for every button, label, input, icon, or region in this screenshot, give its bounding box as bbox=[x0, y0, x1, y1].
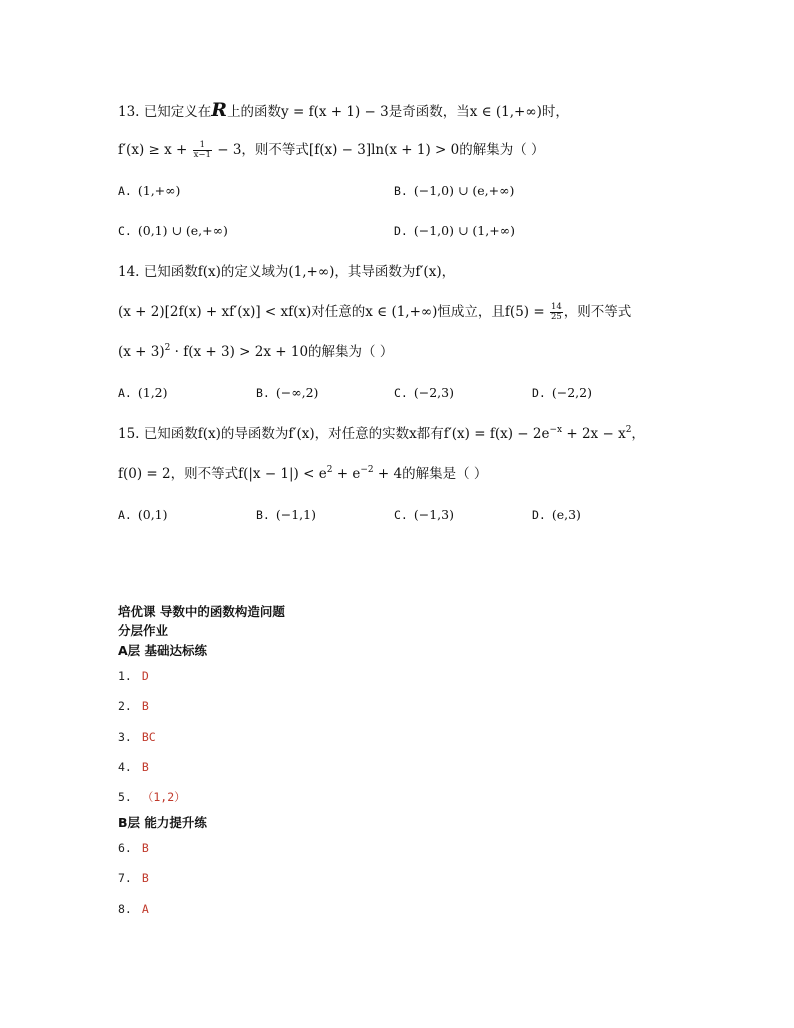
answer-number: 4. bbox=[118, 760, 132, 774]
answer-value: B bbox=[141, 760, 149, 774]
answers-title: 培优课 导数中的函数构造问题 bbox=[118, 604, 285, 619]
option-text: (1,+∞) bbox=[137, 183, 181, 198]
q14-option-a bbox=[118, 384, 168, 402]
answer-number: 2. bbox=[118, 699, 132, 713]
answer-number: 3. bbox=[118, 730, 132, 744]
option-letter: D. bbox=[394, 224, 408, 238]
option-letter: A. bbox=[118, 184, 132, 198]
q14-frac-num: 14 bbox=[550, 302, 562, 312]
answer-number: 6. bbox=[118, 841, 132, 855]
q15-exponent-4: −2 bbox=[360, 465, 374, 475]
q13-frac-num: 1 bbox=[193, 141, 212, 151]
section-b-heading: B层 能力提升练 bbox=[118, 815, 207, 830]
option-text: (e,3) bbox=[551, 507, 581, 522]
option-letter: B. bbox=[256, 386, 270, 400]
q15-line2-mid: + e bbox=[332, 466, 361, 482]
answer-item bbox=[118, 668, 149, 684]
q13-line2-post: − 3，则不等式[f(x) − 3]ln(x + 1) > 0的解集为（ ） bbox=[212, 142, 545, 158]
answer-item bbox=[118, 870, 149, 886]
q13-line2-pre: f′(x) ≥ x + bbox=[118, 142, 192, 158]
q13-option-d bbox=[394, 222, 515, 240]
option-letter: B. bbox=[394, 184, 408, 198]
answer-item bbox=[118, 698, 149, 714]
q13-stem-line2 bbox=[118, 140, 545, 160]
option-letter: D. bbox=[532, 386, 546, 400]
q14-option-b bbox=[256, 384, 318, 402]
q15-line1-mid: + 2x − x bbox=[562, 426, 626, 442]
option-text: (−1,0) ∪ (1,+∞) bbox=[413, 223, 515, 238]
option-letter: D. bbox=[532, 508, 546, 522]
answer-number: 8. bbox=[118, 902, 132, 916]
answer-number: 5. bbox=[118, 790, 132, 804]
q14-frac-den: 25 bbox=[550, 312, 562, 322]
q14-option-d bbox=[532, 384, 592, 402]
q15-exponent-2: 2 bbox=[625, 425, 632, 435]
q15-option-b bbox=[256, 506, 316, 524]
option-text: (−2,2) bbox=[551, 385, 592, 400]
q15-line1-pre: 15. 已知函数f(x)的导函数为f′(x)，对任意的实数x都有f′(x) = f(x) − 2e bbox=[118, 426, 550, 442]
q13-line1-pre: 13. 已知定义在 bbox=[118, 104, 212, 120]
answer-value: （1,2） bbox=[141, 790, 186, 804]
answer-item bbox=[118, 840, 149, 856]
q13-option-a bbox=[118, 182, 180, 200]
option-letter: C. bbox=[394, 508, 408, 522]
q13-real-set-symbol: R bbox=[211, 99, 228, 121]
q15-option-a bbox=[118, 506, 168, 524]
q15-stem-line2 bbox=[118, 464, 487, 484]
option-text: (0,1) ∪ (e,+∞) bbox=[137, 223, 228, 238]
answer-value: A bbox=[141, 902, 149, 916]
q14-line2-pre: (x + 2)[2f(x) + xf′(x)] < xf(x)对任意的x ∈ (1,+∞)恒成立，且f(5) = bbox=[118, 304, 549, 320]
q14-line3-exponent: 2 bbox=[164, 343, 171, 353]
q13-option-b bbox=[394, 182, 514, 200]
q15-option-c bbox=[394, 506, 454, 524]
option-letter: A. bbox=[118, 386, 132, 400]
q14-line3-post: · f(x + 3) > 2x + 10的解集为（ ） bbox=[170, 344, 394, 360]
q14-stem-line2 bbox=[118, 302, 631, 322]
q15-line2-pre: f(0) = 2，则不等式f(|x − 1|) < e bbox=[118, 466, 327, 482]
q13-frac-den: x−1 bbox=[193, 150, 211, 160]
answer-value: B bbox=[141, 871, 149, 885]
option-letter: A. bbox=[118, 508, 132, 522]
answer-number: 1. bbox=[118, 669, 132, 683]
q14-stem-line1: 14. 已知函数f(x)的定义域为(1,+∞)，其导函数为f′(x)， bbox=[118, 264, 456, 280]
q15-exponent-1: −x bbox=[549, 425, 563, 435]
q14-option-c bbox=[394, 384, 454, 402]
section-a-heading: A层 基础达标练 bbox=[118, 643, 208, 658]
answer-value: BC bbox=[141, 730, 156, 744]
q15-stem-line1 bbox=[118, 424, 645, 444]
answer-value: B bbox=[141, 699, 149, 713]
answer-item bbox=[118, 759, 149, 775]
option-letter: B. bbox=[256, 508, 270, 522]
answer-value: D bbox=[141, 669, 149, 683]
q14-line2-post: ，则不等式 bbox=[563, 304, 632, 320]
q13-line1-post: 上的函数y = f(x + 1) − 3是奇函数，当x ∈ (1,+∞)时， bbox=[227, 104, 569, 120]
q15-option-d bbox=[532, 506, 581, 524]
answers-subtitle: 分层作业 bbox=[118, 623, 169, 638]
answer-number: 7. bbox=[118, 871, 132, 885]
option-text: (0,1) bbox=[137, 507, 168, 522]
option-letter: C. bbox=[118, 224, 132, 238]
q13-stem-line1 bbox=[118, 100, 569, 122]
answer-item bbox=[118, 901, 149, 917]
option-text: (1,2) bbox=[137, 385, 168, 400]
option-letter: C. bbox=[394, 386, 408, 400]
q15-line1-post: ， bbox=[631, 426, 645, 442]
q13-option-c bbox=[118, 222, 228, 240]
option-text: (−1,0) ∪ (e,+∞) bbox=[413, 183, 515, 198]
option-text: (−∞,2) bbox=[275, 385, 319, 400]
q15-exponent-3: 2 bbox=[326, 465, 333, 475]
q13-fraction bbox=[193, 141, 212, 160]
answer-item bbox=[118, 729, 156, 745]
option-text: (−2,3) bbox=[413, 385, 454, 400]
q14-line3-pre: (x + 3) bbox=[118, 344, 165, 360]
q14-stem-line3 bbox=[118, 342, 393, 362]
q15-line2-post: + 4的解集是（ ） bbox=[373, 466, 488, 482]
q14-fraction bbox=[550, 303, 563, 322]
option-text: (−1,1) bbox=[275, 507, 316, 522]
answer-item bbox=[118, 789, 186, 805]
answer-value: B bbox=[141, 841, 149, 855]
option-text: (−1,3) bbox=[413, 507, 454, 522]
